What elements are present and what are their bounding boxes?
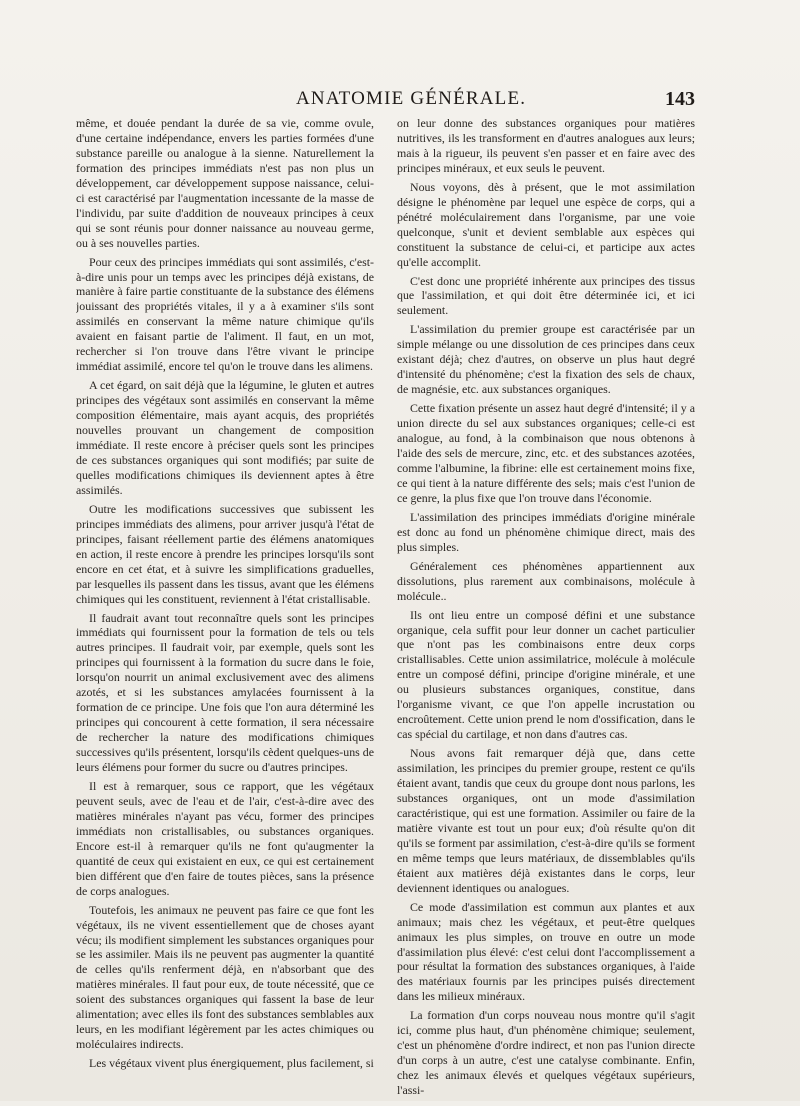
paragraph: A cet égard, on sait déjà que la légumine, le gluten et autres principes des végétaux sont assimilés en conservant la même composition élémentaire, mais ayant acquis, des propriétés nouvelles prouvant un changement de composition immédiate. Il reste encore à préciser quels sont les principes de ces substances organiques qui sont modifiés; par suite de quelles modifications chimiques ils deviennent aptes à être assimilés. [76, 378, 374, 497]
paragraph: on leur donne des substances organiques pour matières nutritives, ils les transforment en d'autres analogues aux leurs; mais à la rigueur, ils peuvent s'en passer et en faire avec des principes minéraux, et eux seuls le peuvent. [397, 116, 695, 175]
paragraph: L'assimilation du premier groupe est caractérisée par un simple mélange ou une dissolution de ces principes dans ceux existant déjà; chez d'autres, on observe un plus haut degré d'intensité du phénomène; c'est la fixation des sels de chaux, de magnésie, etc. aux substances organiques. [397, 322, 695, 397]
paragraph: Nous avons fait remarquer déjà que, dans cette assimilation, les principes du premier groupe, restent ce qu'ils étaient avant, tandis que ceux du groupe dont nous parlons, les substances organiques, ont un mode d'assimilation caractéristique, qui est une formation. Assimiler ou faire de la matière vivante est tout un pour eux; d'où résulte qu'on dit qu'ils se forment par assimilation, c'est-à-dire qu'ils se forment en même temps que leurs matériaux, de dissemblables qu'ils étaient aux matières déjà existantes dans le corps, leur deviennent identiques ou analogues. [397, 746, 695, 895]
paragraph: Outre les modifications successives que subissent les principes immédiats des alimens, pour arriver jusqu'à l'état de principes, faisant réellement partie des élémens anatomiques en action, il reste encore à prendre les principes lorsqu'ils sont encore en cet état, et à suivre les simplifications graduelles, par lesquelles ils passent dans les tissus, avant que les élémens chimiques qui les constituent, reviennent à l'état cristallisable. [76, 501, 374, 606]
paragraph: Il est à remarquer, sous ce rapport, que les végétaux peuvent seuls, avec de l'eau et de l'air, c'est-à-dire avec des matières minérales n'ayant pas vécu, former des principes immédiats non cristallisables, ou substances organiques. Encore est-il à remarquer qu'ils ne font qu'augmenter la quantité de ceux qui existaient en eux, ce qui est certainement bien différent que d'en faire de toutes pièces, sans la présence de corps analogues. [76, 778, 374, 898]
running-title: ANATOMIE GÉNÉRALE. [296, 88, 527, 109]
paragraph: Ils ont lieu entre un composé défini et une substance organique, cela suffit pour leur donner un cachet particulier que n'ont pas les combinaisons entre deux corps cristallisables. Cette union assimilatrice, molécule à molécule entre un composé défini, principe d'origine minérale, et une ou plusieurs substances organiques, constitue, dans l'organisme vivant, ce que l'on appelle incrustation ou encroûtement. Cette union prend le nom d'ossification, dans le cas spécial du cartilage, et non dans d'autres cas. [397, 607, 695, 742]
paragraph: C'est donc une propriété inhérente aux principes des tissus que l'assimilation, et qui doit être déterminée ici, et ici seulement. [397, 273, 695, 318]
paragraph: Pour ceux des principes immédiats qui sont assimilés, c'est-à-dire unis pour un temps avec les principes déjà existans, de manière à faire partie constituante de la substance des élémens jouissant des propriétés vitales, il y a à examiner s'ils sont assimilés en conservant la même nature chimique qu'ils avaient en faisant partie de l'aliment. Il faut, en un mot, rechercher si l'on trouve dans l'être vivant le principe immédiat assimilé, encore tel qu'on le trouve dans les alimens. [76, 254, 374, 374]
page-header [0, 88, 800, 112]
left-column [76, 116, 374, 1106]
paragraph: Il faudrait avant tout reconnaître quels sont les principes immédiats qui fournissent pour la formation de tels ou tels autres principes. Il faudrait voir, par exemple, quels sont les principes qui fournissent à la formation du sucre dans le foie, lorsqu'on nourrit un animal exclusivement avec des alimens azotés, et si les substances amylacées fournissent à la formation de ce principe. Une fois que l'on aura déterminé les principes qui concourent à cette formation, il sera nécessaire de rechercher la nature des modifications chimiques successives qu'ils présentent, lorsqu'ils cèdent quelques-uns de leurs élémens pour former du sucre ou d'autres principes. [76, 610, 374, 775]
paragraph: L'assimilation des principes immédiats d'origine minérale est donc au fond un phénomène chimique direct, mais des plus simples. [397, 509, 695, 554]
paragraph: La formation d'un corps nouveau nous montre qu'il s'agit ici, comme plus haut, d'un phénomène chimique; seulement, c'est un phénomène d'ordre indirect, et non pas l'union directe d'un corps à un autre, c'est une catalyse combinante. Enfin, chez les animaux élevés et quelques végétaux supérieurs, l'assi- [397, 1008, 695, 1098]
paragraph: Ce mode d'assimilation est commun aux plantes et aux animaux; mais chez les végétaux, et peut-être quelques animaux les plus simples, on trouve en outre un mode d'assimilation plus élevé: c'est celui dont l'accomplissement a pour résultat la formation des substances organiques, à l'aide des matériaux fournis par les principes puisés directement dans les milieux minéraux. [397, 899, 695, 1004]
page-number: 143 [665, 88, 695, 110]
paragraph: Nous voyons, dès à présent, que le mot assimilation désigne le phénomène par lequel une espèce de corps, qui a pénétré moléculairement dans l'organisme, par une voie quelconque, s'unit et devient semblable aux espèces qui constituent la substance de celui-ci, et participe aux actes qu'elle accomplit. [397, 179, 695, 269]
paragraph: Les végétaux vivent plus énergiquement, plus facilement, si [89, 1056, 374, 1071]
paragraph: Toutefois, les animaux ne peuvent pas faire ce que font les végétaux, ils ne vivent essentiellement que de choses ayant vécu; ils modifient simplement les substances organiques pour se les assimiler. Mais ils ne peuvent pas augmenter la quantité de celles qu'ils renferment déjà, en n'absorbant que des matières minérales. Il faut pour eux, de toute nécessité, que ce soient des substances organiques qui fassent la base de leur alimentation; avec elles ils font des substances semblables aux leurs, en les modifiant légèrement par les actes chimiques ou moléculaires indirects. [76, 902, 374, 1052]
right-column [397, 116, 695, 1106]
paragraph: Généralement ces phénomènes appartiennent aux dissolutions, plus rarement aux combinaisons, molécule à molécule.. [397, 558, 695, 603]
paragraph: Cette fixation présente un assez haut degré d'intensité; il y a union directe du sel aux substances organiques; celle-ci est analogue, au fond, à la combinaison que nous obtenons à l'aide des sels de mercure, zinc, etc. et des substances azotées, comme l'albumine, la fibrine: elle est certainement moins fixe, ce qui tient à la nature différente des sels; mais c'est l'union de ce genre, la plus fixe que l'on trouve dans l'économie. [397, 401, 695, 505]
paragraph: même, et douée pendant la durée de sa vie, comme ovule, d'une certaine indépendance, envers les parties formées d'une substance pareille ou analogue à la sienne. Naturellement la formation des principes immédiats n'est pas non plus un développement, car développement suppose naissance, celui-ci est caractérisé par l'augmentation incessante de la masse de l'individu, par suite d'addition de nouveaux principes à ceux qui se sont réunis pour donner naissance au nouveau germe, ou à ses nouvelles parties. [76, 116, 374, 250]
